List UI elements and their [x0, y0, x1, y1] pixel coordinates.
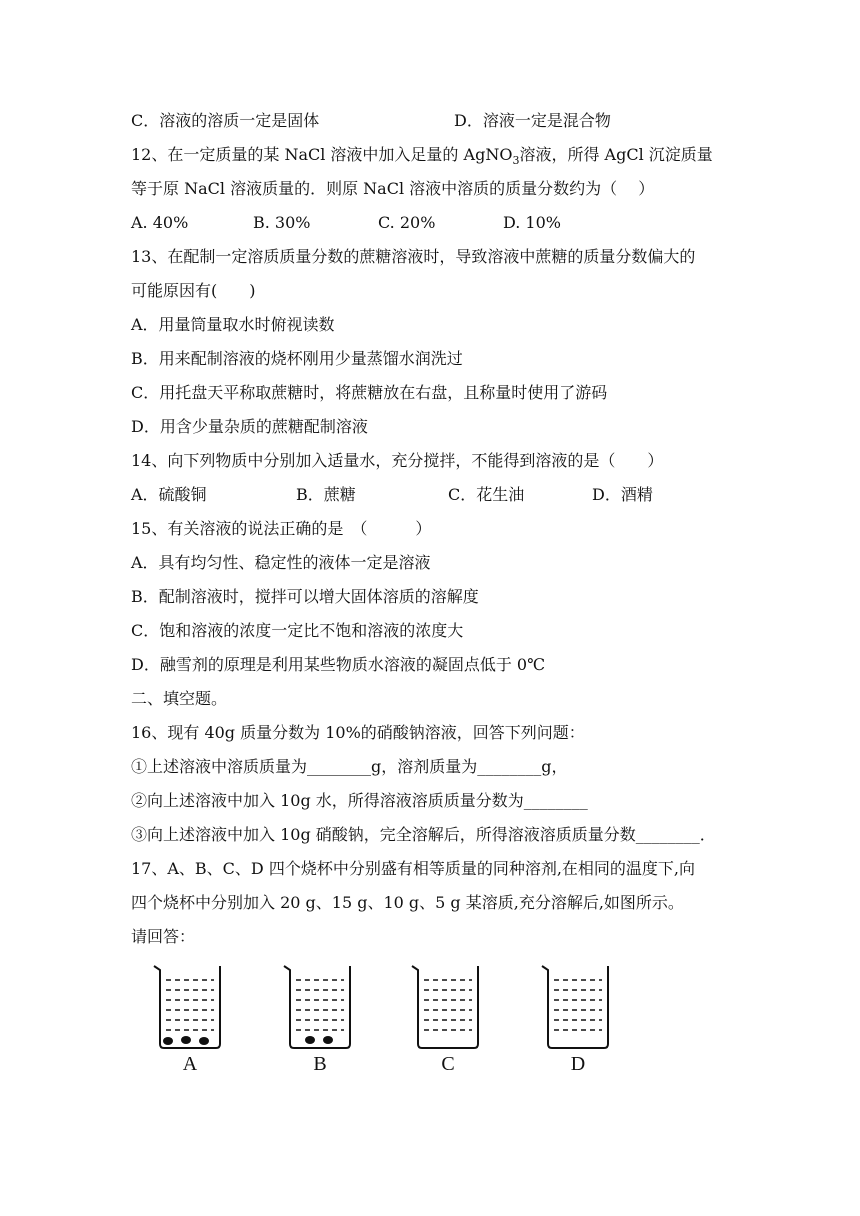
section-heading-fill-in: 二、填空题。 — [131, 689, 228, 708]
q12-option-b: B. 30% — [253, 213, 311, 232]
beaker-d — [538, 958, 618, 1078]
beaker-icon — [408, 958, 488, 1050]
q12-option-d: D. 10% — [503, 213, 561, 232]
q17-line-3: 请回答： — [131, 927, 196, 946]
q16-part-2: ②向上述溶液中加入 10g 水，所得溶液溶质质量分数为________ — [131, 791, 588, 810]
q15-option-d: D．融雪剂的原理是利用某些物质水溶液的凝固点低于 0℃ — [131, 655, 545, 674]
beaker-b — [280, 958, 360, 1078]
beaker-icon — [280, 958, 360, 1050]
q17-line-1: 17、A、B、C、D 四个烧杯中分别盛有相等质量的同种溶剂,在相同的温度下,向 — [131, 859, 696, 878]
beaker-label-d: D — [570, 1053, 586, 1075]
q13-line-2: 可能原因有( ) — [131, 281, 256, 300]
q13-option-a: A．用量筒量取水时俯视读数 — [131, 315, 335, 334]
q12-line-2: 等于原 NaCl 溶液质量的．则原 NaCl 溶液中溶质的质量分数约为（ ） — [131, 179, 655, 198]
beaker-icon — [538, 958, 618, 1050]
q15-option-c: C．饱和溶液的浓度一定比不饱和溶液的浓度大 — [131, 621, 464, 640]
q16-part-1: ①上述溶液中溶质质量为________g，溶剂质量为________g， — [131, 757, 568, 776]
q15-option-a: A．具有均匀性、稳定性的液体一定是溶液 — [131, 553, 431, 572]
q17-line-2: 四个烧杯中分别加入 20 g、15 g、10 g、5 g 某溶质,充分溶解后,如图所示。 — [131, 893, 684, 912]
q14-option-a: A．硫酸铜 — [131, 485, 207, 504]
q15-line: 15、有关溶液的说法正确的是 （ ） — [131, 519, 432, 538]
beaker-icon — [150, 958, 230, 1050]
beaker-label-a: A — [182, 1053, 198, 1075]
beaker-label-c: C — [441, 1053, 455, 1075]
q16-part-3: ③向上述溶液中加入 10g 硝酸钠，完全溶解后，所得溶液溶质质量分数________． — [131, 825, 716, 844]
beaker-c — [408, 958, 488, 1078]
beaker-a — [150, 958, 230, 1078]
q14-option-d: D．酒精 — [592, 485, 653, 504]
q13-option-c: C．用托盘天平称取蔗糖时，将蔗糖放在右盘，且称量时使用了游码 — [131, 383, 608, 402]
q12-text-a: 12、在一定质量的某 NaCl 溶液中加入足量的 AgNO — [131, 145, 513, 164]
q13-option-d: D．用含少量杂质的蔗糖配制溶液 — [131, 417, 368, 436]
q16-line: 16、现有 40g 质量分数为 10%的硝酸钠溶液，回答下列问题： — [131, 723, 585, 742]
q13-option-b: B．用来配制溶液的烧杯刚用少量蒸馏水润洗过 — [131, 349, 463, 368]
q12-line-1 — [131, 144, 713, 166]
q14-option-b: B．蔗糖 — [296, 485, 356, 504]
q11-option-c: C．溶液的溶质一定是固体 — [131, 111, 320, 130]
q12-option-a: A. 40% — [131, 213, 189, 232]
q12-text-b: 溶液，所得 AgCl 沉淀质量 — [519, 145, 713, 164]
beakers-figure — [150, 958, 620, 1078]
q14-option-c: C．花生油 — [448, 485, 525, 504]
q11-option-d: D．溶液一定是混合物 — [454, 111, 611, 130]
q13-line-1: 13、在配制一定溶质质量分数的蔗糖溶液时，导致溶液中蔗糖的质量分数偏大的 — [131, 247, 696, 266]
beaker-label-b: B — [313, 1053, 327, 1075]
q15-option-b: B．配制溶液时，搅拌可以增大固体溶质的溶解度 — [131, 587, 479, 606]
q14-line: 14、向下列物质中分别加入适量水，充分搅拌，不能得到溶液的是（ ） — [131, 451, 664, 470]
q12-subscript: 3 — [512, 154, 520, 168]
q12-option-c: C. 20% — [378, 213, 436, 232]
